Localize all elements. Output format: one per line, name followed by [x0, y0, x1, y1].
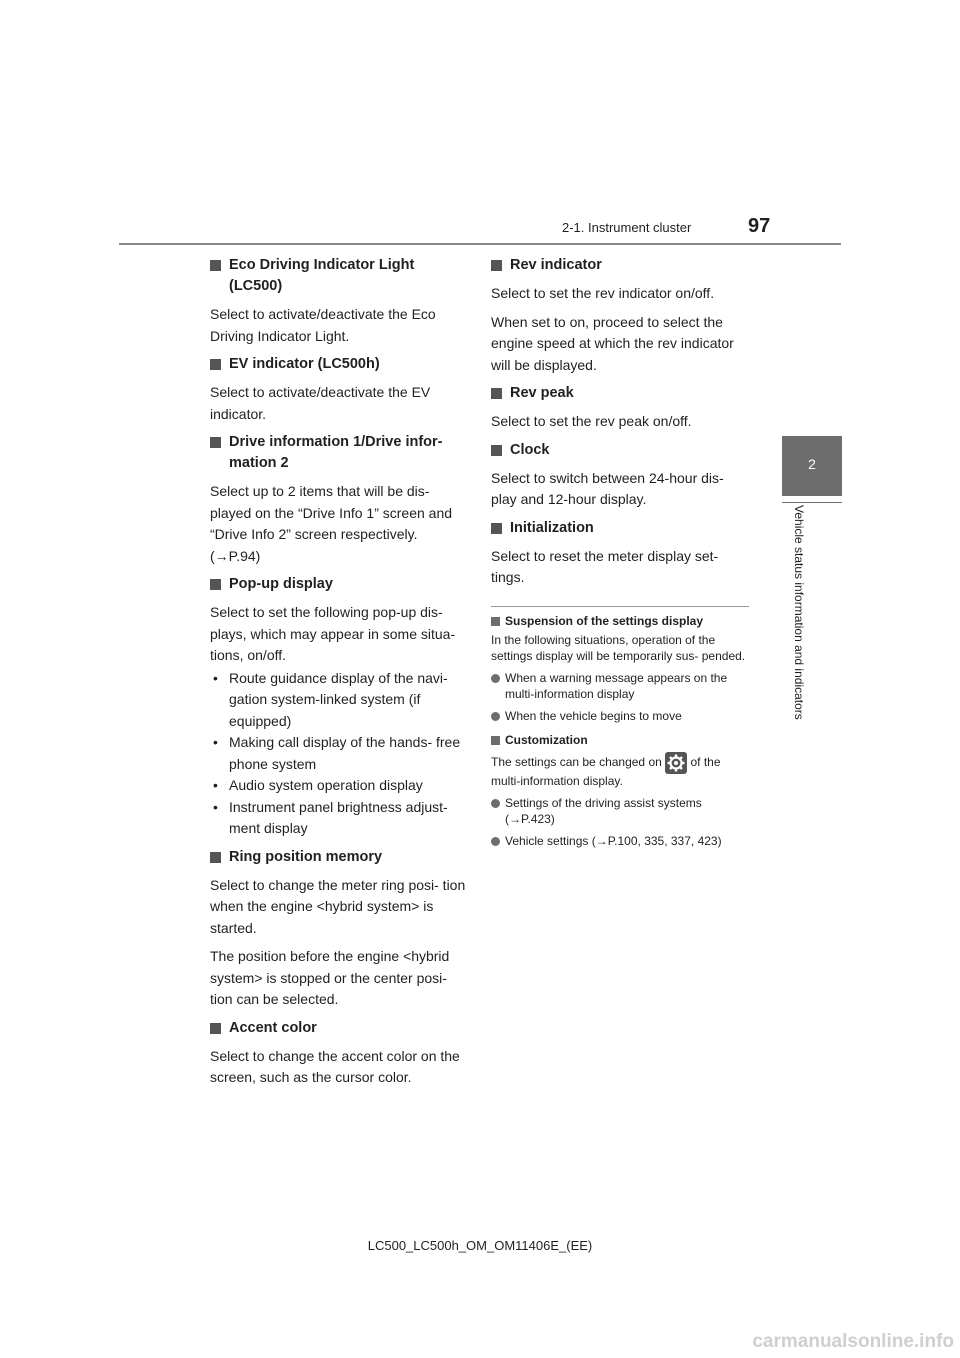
square-bullet-icon [210, 1023, 221, 1034]
list-item: • Audio system operation display [210, 775, 470, 797]
heading-accent: Accent color [210, 1018, 470, 1039]
note-text-customization: The settings can be changed on of the multi-information display. [491, 752, 749, 790]
heading-ev: EV indicator (LC500h) [210, 354, 470, 375]
square-bullet-icon [491, 445, 502, 456]
list-item: When the vehicle begins to move [491, 709, 749, 725]
heading-clock: Clock [491, 440, 749, 461]
square-bullet-icon [491, 523, 502, 534]
note-heading-suspension: Suspension of the settings display [491, 613, 749, 629]
note-text-suspension: In the following situations, operation of the settings display will be temporarily sus- pended. [491, 633, 746, 663]
list-item: • Making call display of the hands- free phone system [210, 732, 470, 775]
list-item: • Instrument panel brightness adjust- ment display [210, 797, 470, 840]
left-column [210, 255, 470, 1096]
chapter-label: Vehicle status information and indicators [792, 505, 806, 720]
list-item: When a warning message appears on the multi-information display [491, 671, 749, 702]
paragraph-ring-2: The position before the engine <hybrid system> is stopped or the center posi- tion can be selected. [210, 948, 450, 1007]
tab-divider [782, 502, 842, 503]
paragraph-ring-1: Select to change the meter ring posi- tion when the engine <hybrid system> is started. [210, 876, 466, 936]
watermark: carmanualsonline.info [752, 1331, 954, 1352]
gear-icon [665, 752, 687, 774]
circle-bullet-icon [491, 674, 500, 683]
chapter-tab [782, 436, 842, 496]
heading-initialization: Initialization [491, 518, 749, 539]
footer-code: LC500_LC500h_OM_OM11406E_(EE) [367, 1238, 593, 1253]
circle-bullet-icon [491, 837, 500, 846]
heading-popup: Pop-up display [210, 574, 470, 595]
square-bullet-icon [210, 260, 221, 271]
page-header [0, 0, 960, 260]
square-bullet-icon [491, 260, 502, 271]
heading-rev-peak: Rev peak [491, 383, 749, 404]
paragraph-rev-peak: Select to set the rev peak on/off. [491, 413, 692, 429]
paragraph-initialization: Select to reset the meter display set- tings. [491, 547, 719, 585]
paragraph-clock: Select to switch between 24-hour dis- play and 12-hour display. [491, 469, 724, 507]
square-bullet-icon [210, 437, 221, 448]
heading-eco: Eco Driving Indicator Light (LC500) [210, 255, 470, 297]
paragraph-rev-indicator-2: When set to on, proceed to select the engine speed at which the rev indicator will be displayed. [491, 313, 734, 373]
square-bullet-icon [491, 617, 500, 626]
square-bullet-icon [491, 388, 502, 399]
heading-rev-indicator: Rev indicator [491, 255, 749, 276]
square-bullet-icon [210, 579, 221, 590]
notes-section [491, 606, 749, 857]
list-item: • Route guidance display of the navi- gation system-linked system (if equipped) [210, 668, 470, 733]
popup-list [210, 668, 470, 840]
square-bullet-icon [210, 359, 221, 370]
heading-ring: Ring position memory [210, 847, 470, 868]
paragraph-accent: Select to change the accent color on the screen, such as the cursor color. [210, 1047, 460, 1085]
paragraph-ev: Select to activate/deactivate the EV indicator. [210, 384, 431, 422]
square-bullet-icon [491, 736, 500, 745]
circle-bullet-icon [491, 712, 500, 721]
square-bullet-icon [210, 852, 221, 863]
right-column [491, 255, 749, 596]
section-title: 2-1. Instrument cluster [562, 220, 692, 235]
paragraph-eco: Select to activate/deactivate the Eco Driving Indicator Light. [210, 306, 436, 344]
paragraph-rev-indicator-1: Select to set the rev indicator on/off. [491, 285, 715, 301]
paragraph-drive-info: Select up to 2 items that will be dis- played on the “Drive Info 1” screen and “Drive Info 2” screen respectively. (→P.94) [210, 483, 453, 564]
chapter-number: 2 [808, 456, 816, 472]
list-item: Settings of the driving assist systems (→P.423) [491, 796, 749, 827]
heading-drive-info: Drive information 1/Drive infor- mation 2 [210, 432, 470, 474]
paragraph-popup: Select to set the following pop-up dis- plays, which may appear in some situa- tions, on/off. [210, 604, 456, 663]
page-number: 97 [748, 215, 771, 237]
notes-rule [491, 606, 749, 607]
note-heading-customization: Customization [491, 732, 749, 748]
list-item: Vehicle settings (→P.100, 335, 337, 423) [491, 834, 749, 850]
header-rule [119, 243, 841, 245]
circle-bullet-icon [491, 799, 500, 808]
